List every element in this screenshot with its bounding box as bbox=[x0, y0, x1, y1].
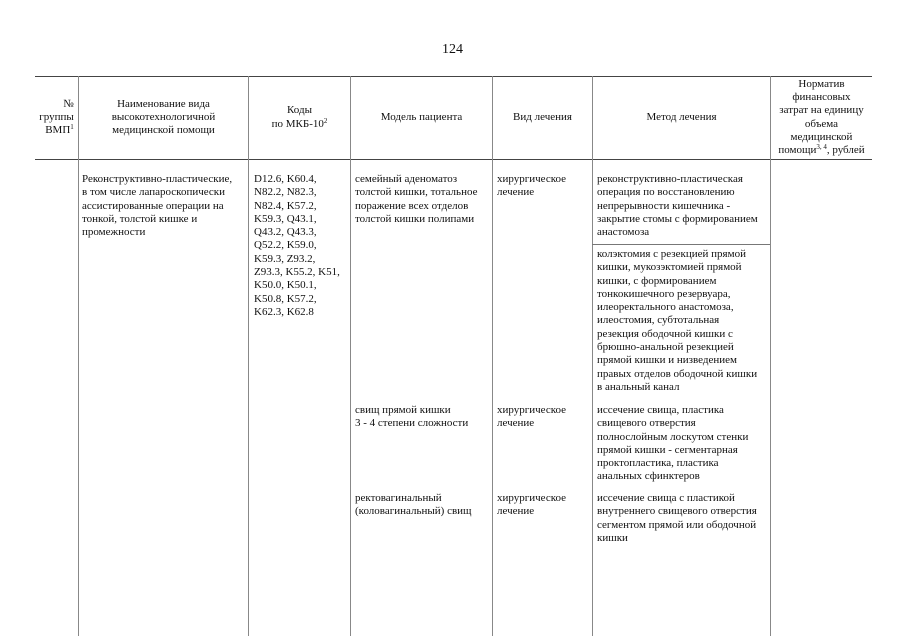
col-divider-6 bbox=[770, 76, 771, 636]
col-divider-3 bbox=[350, 76, 351, 636]
method-separator bbox=[592, 244, 770, 245]
col-divider-4 bbox=[492, 76, 493, 636]
header-group-number bbox=[35, 76, 78, 159]
patient-model-4: ректовагинальный (коловагинальный) свищ bbox=[355, 492, 472, 518]
col-divider-2 bbox=[248, 76, 249, 636]
header-group-number-text: № группы ВМП bbox=[39, 97, 74, 137]
header-cost-standard-text: Норматив финансовых затрат на единицу объема медицинской помощи bbox=[778, 77, 864, 157]
treatment-method-2: колэктомия с резекцией прямой кишки, мукозэктомией прямой кишки, с формированием тонкокишечного резервуара, илеоректального анастомоза, илеостомия, субтотальная резекция ободочной кишки с брюшно-анальной резекцией прямой кишки и низведением правых отделов ободочной кишки в анальный канал bbox=[597, 248, 758, 393]
patient-model-1: семейный аденоматоз толстой кишки, тотальное поражение всех отделов толстой кишки полипами bbox=[355, 173, 478, 225]
header-icd-codes-footnote: 2 bbox=[323, 116, 328, 125]
header-group-number-footnote: 1 bbox=[70, 123, 74, 132]
header-cost-standard-tail: , рублей bbox=[826, 144, 865, 157]
header-bottom-border bbox=[35, 159, 872, 160]
header-patient-model-text: Модель пациента bbox=[380, 110, 463, 123]
treatment-method-4: иссечение свища с пластикой внутреннего свищевого отверстия сегментом прямой или ободочной кишки bbox=[597, 492, 757, 544]
header-cost-standard bbox=[771, 76, 872, 159]
treatment-method-1: реконструктивно-пластическая операция по восстановлению непрерывности кишечника - закрытие стомы с формированием анастомоза bbox=[597, 173, 758, 239]
header-treatment-method bbox=[593, 76, 770, 159]
patient-model-3: свищ прямой кишки 3 - 4 степени сложности bbox=[355, 404, 469, 430]
treatment-method-3: иссечение свища, пластика свищевого отверстия полнослойным лоскутом стенки прямой кишки - сегментарная проктопластика, пластика анальных сфинктеров bbox=[597, 404, 749, 483]
treatment-type-1: хирургическое лечение bbox=[497, 173, 567, 199]
header-cost-standard-footnote: 3, 4 bbox=[816, 143, 827, 152]
page-number: 124 bbox=[442, 42, 463, 57]
header-treatment-method-text: Метод лечения bbox=[646, 110, 717, 123]
header-treatment-type bbox=[493, 76, 592, 159]
treatment-type-3: хирургическое лечение bbox=[497, 404, 567, 430]
header-treatment-type-text: Вид лечения bbox=[513, 110, 572, 123]
header-icd-codes-text: Коды по МКБ-10 bbox=[271, 104, 324, 130]
icd-codes: D12.6, K60.4, N82.2, N82.3, N82.4, K57.2, K59.3, Q43.1, Q43.2, Q43.3, Q52.2, K59.0, K59.3, Z93.2, Z93.3, K55.2, K51, K50.0, K50.1, K50.8, K57.2, K62.3, K62.8 bbox=[254, 173, 340, 318]
col-divider-5 bbox=[592, 76, 593, 636]
header-icd-codes bbox=[249, 76, 350, 159]
header-care-type bbox=[79, 76, 248, 159]
treatment-type-4: хирургическое лечение bbox=[497, 492, 567, 518]
col-divider-1 bbox=[78, 76, 79, 636]
care-type-name: Реконструктивно-пластические, в том числе лапароскопически ассистированные операции на тонкой, толстой кишке и промежности bbox=[82, 173, 233, 239]
header-patient-model bbox=[351, 76, 492, 159]
header-care-type-text: Наименование вида высокотехнологичной медицинской помощи bbox=[111, 97, 216, 137]
